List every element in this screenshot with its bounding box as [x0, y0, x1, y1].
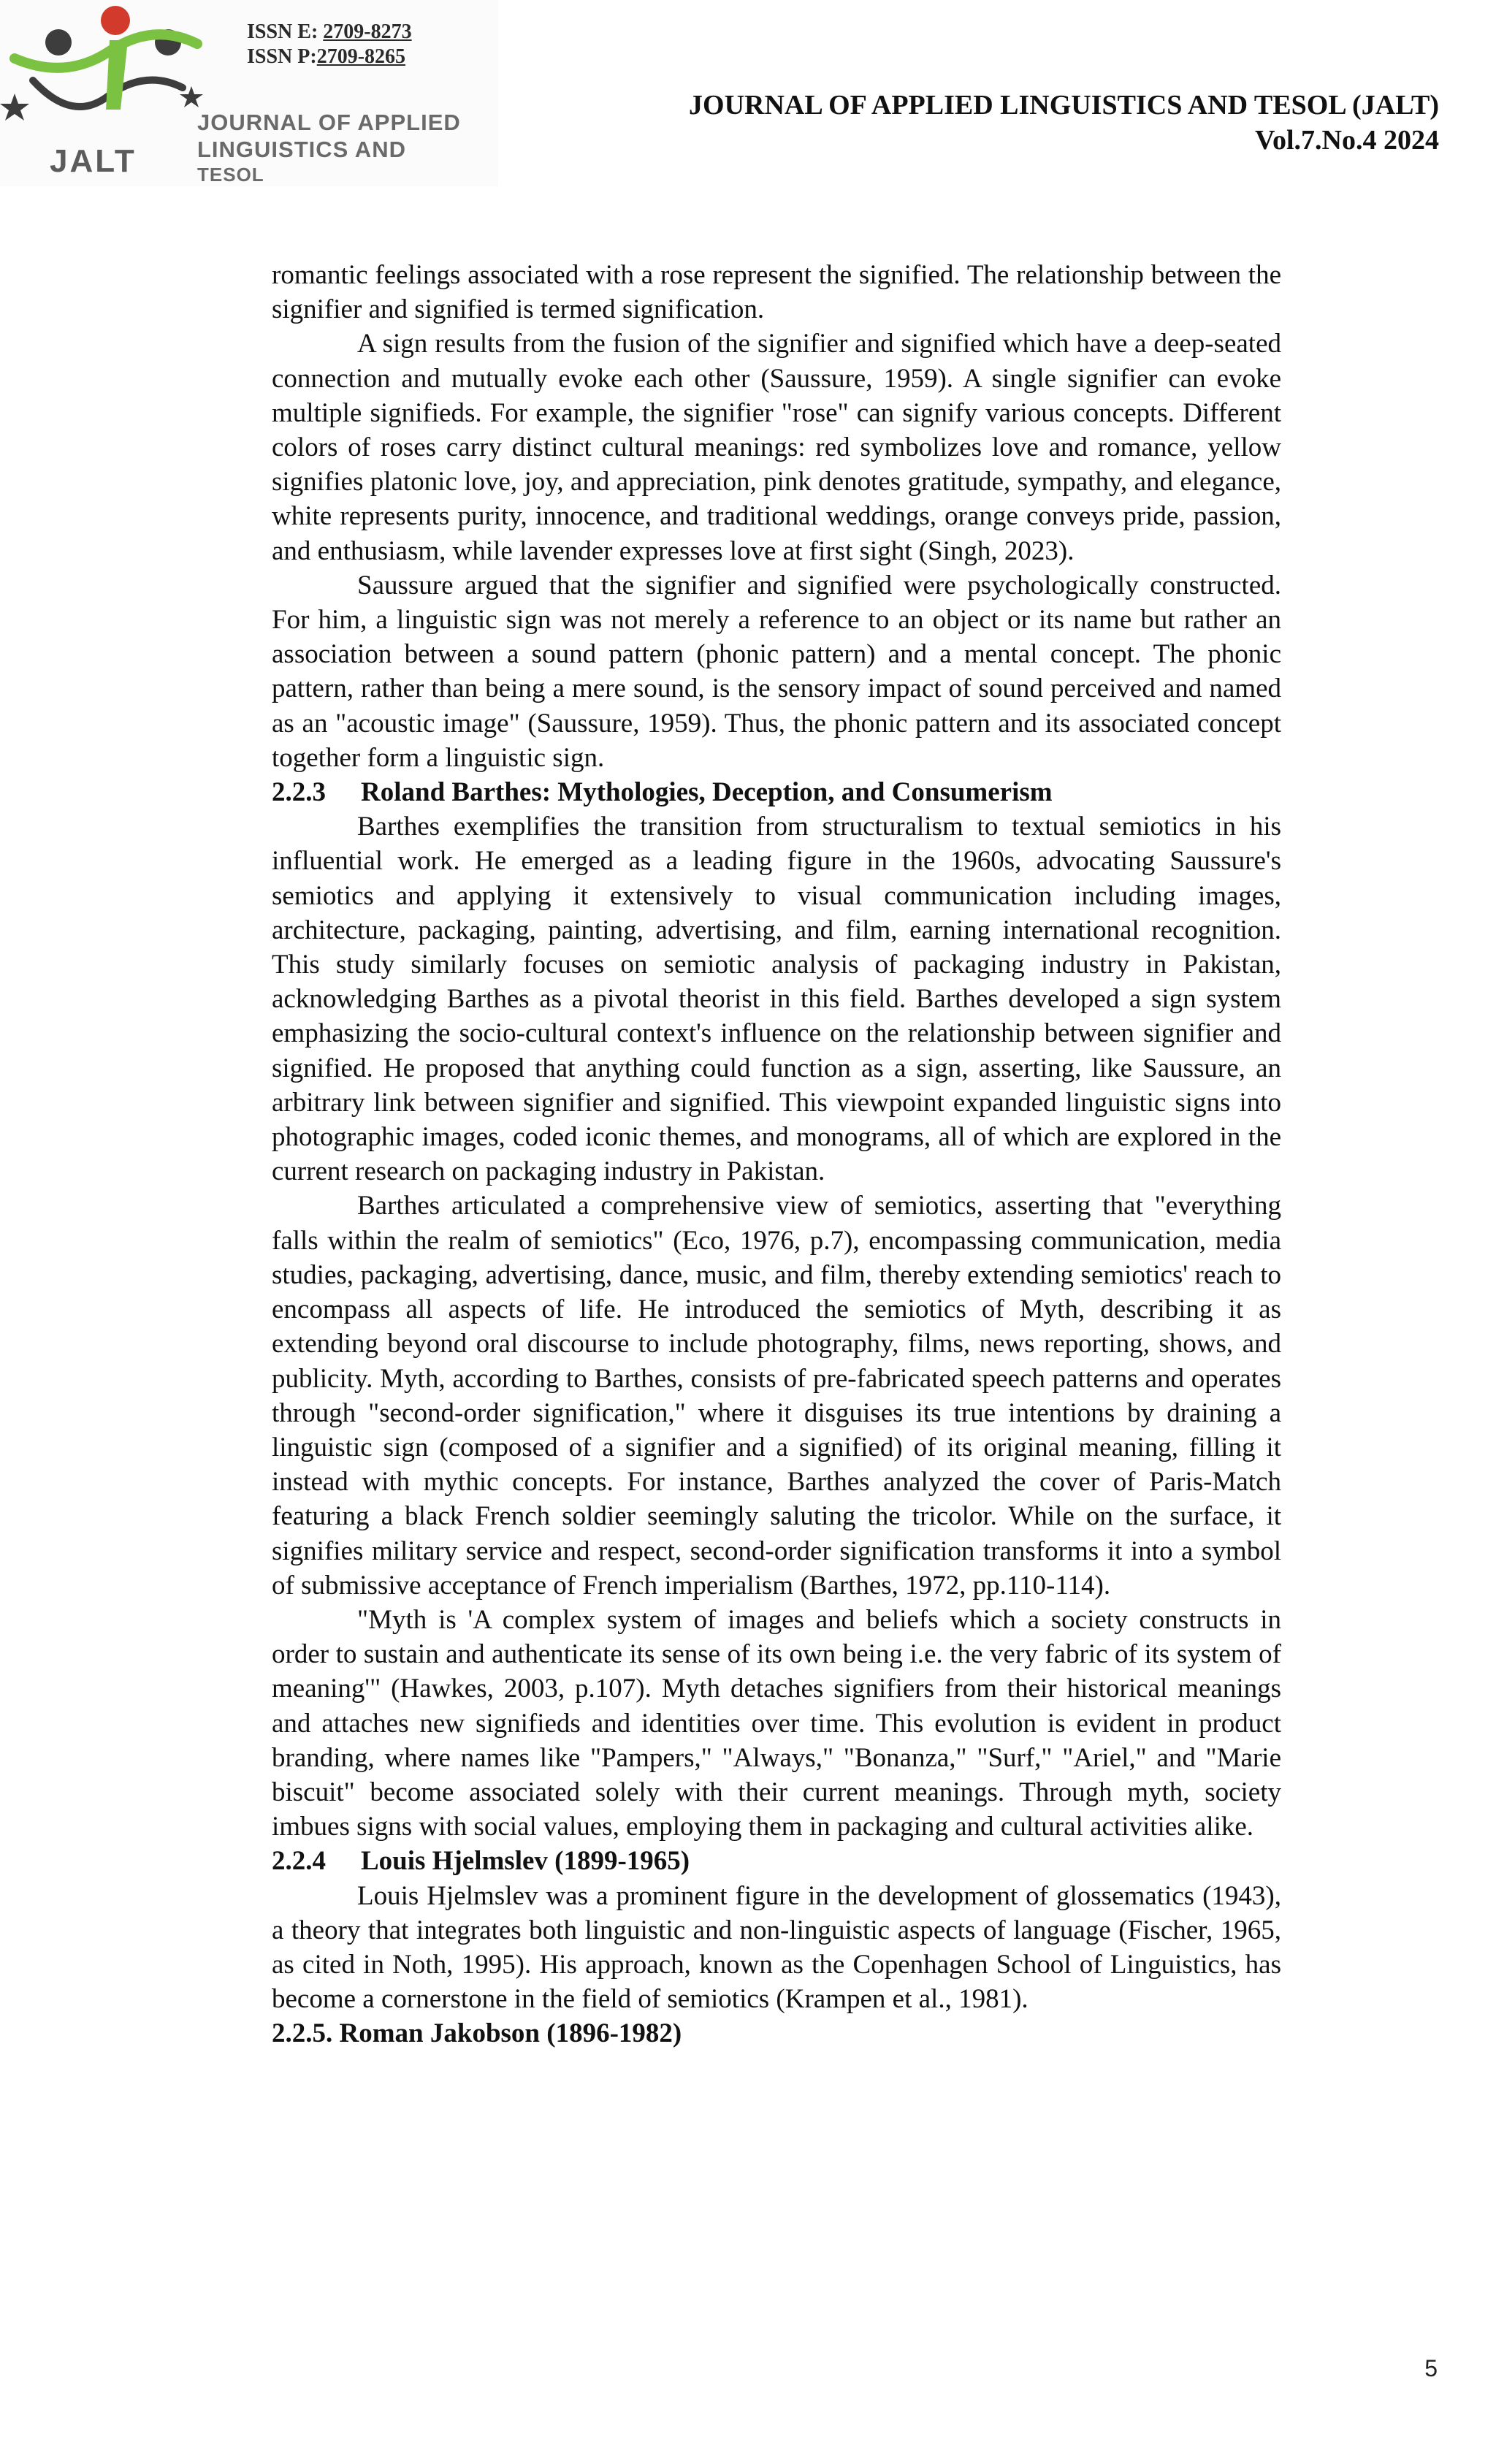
- paragraph-1: romantic feelings associated with a rose represent the signified. The relationship between the signifier and signified is termed signification.: [272, 260, 1281, 325]
- logo-title-line-1: JOURNAL OF APPLIED: [197, 110, 461, 135]
- paragraph-2: A sign results from the fusion of the signifier and signified which have a deep-seated connection and mutually evoke each other (Saussure, 1959). A single signifier can evoke multiple signifieds. For example, the signifier "rose" can signify various concepts. Different colors of roses carry distinct cultural meanings: red symbolizes love and romance, yellow signifies platonic love, joy, and appreciation, pink denotes gratitude, sympathy, and elegance, white represents purity, innocence, and traditional weddings, orange conveys pride, passion, and enthusiasm, while lavender expresses love at first sight (Singh, 2023).: [272, 329, 1281, 566]
- journal-name: JOURNAL OF APPLIED LINGUISTICS AND TESOL (JALT): [689, 90, 1439, 121]
- section-number: 2.2.3: [272, 777, 326, 808]
- journal-volume: Vol.7.No.4 2024: [1255, 125, 1439, 156]
- issn-p-number: 2709-8265: [316, 45, 406, 68]
- paragraph-3: Saussure argued that the signifier and signified were psychologically constructed. For him, a linguistic sign was not merely a reference to an object or its name but rather an association between a sound pattern (phonic pattern) and a mental concept. The phonic pattern, rather than being a mere sound, is the sensory impact of sound perceived and named as an "acoustic image" (Saussure, 1959). Thus, the phonic pattern and its associated concept together form a linguistic sign.: [272, 570, 1281, 773]
- logo-title-line-2: LINGUISTICS AND: [197, 137, 406, 162]
- paragraph-4: Barthes exemplifies the transition from structuralism to textual semiotics in his influential work. He emerged as a leading figure in the 1960s, advocating Saussure's semiotics and applying it extensively to visual communication including images, architecture, packaging, painting, advertising, and film, earning international recognition. This study similarly focuses on semiotic analysis of packaging industry in Pakistan, acknowledging Barthes as a pivotal theorist in this field. Barthes developed a sign system emphasizing the socio-cultural context's influence on the relationship between signifier and signified. He proposed that anything could function as a sign, asserting, like Saussure, an arbitrary link between signifier and signified. This viewpoint expanded linguistic signs into photographic images, coded iconic themes, and monograms, all of which are explored in the current research on packaging industry in Pakistan.: [272, 812, 1281, 1187]
- issn-p-label: ISSN P:: [247, 45, 317, 68]
- section-heading-2-2-5: 2.2.5. Roman Jakobson (1896-1982): [272, 2018, 682, 2049]
- section-title: Roland Barthes: Mythologies, Deception, and Consumerism: [361, 777, 1053, 808]
- section-heading-2-2-3: [272, 775, 1281, 809]
- article-body: [272, 258, 1281, 2051]
- section-heading-2-2-4: [272, 1844, 1281, 1878]
- issn-e-number: 2709-8273: [323, 20, 412, 43]
- paragraph-5: Barthes articulated a comprehensive view of semiotics, asserting that "everything falls within the realm of semiotics" (Eco, 1976, p.7), encompassing communication, media studies, packaging, advertising, dance, music, and film, thereby extending semiotics' reach to encompass all aspects of life. He introduced the semiotics of Myth, describing it as extending beyond oral discourse to include photography, films, news reporting, shows, and publicity. Myth, according to Barthes, consists of pre-fabricated speech patterns and operates through "second-order signification," where it disguises its true intentions by draining a linguistic sign (composed of a signifier and a signified) of its original meaning, filling it instead with mythic concepts. For instance, Barthes analyzed the cover of Paris-Match featuring a black French soldier seemingly saluting the tricolor. While on the surface, it signifies military service and respect, second-order signification transforms it into a symbol of submissive acceptance of French imperialism (Barthes, 1972, pp.110-114).: [272, 1191, 1281, 1601]
- issn-e-line: [247, 20, 412, 44]
- section-number: 2.2.4: [272, 1846, 326, 1877]
- issn-p-line: [247, 45, 405, 69]
- logo-title-line-3: TESOL: [197, 164, 264, 186]
- paragraph-6: "Myth is 'A complex system of images and beliefs which a society constructs in order to sustain and authenticate its sense of its own being i.e. the very fabric of its system of meaning'" (Hawkes, 2003, p.107). Myth detaches signifiers from their historical meanings and attaches new signifieds and identities over time. This evolution is evident in product branding, where names like "Pampers," "Always," "Bonanza," "Surf," "Ariel," and "Marie biscuit" become associated solely with their current meanings. Through myth, society imbues signs with social values, employing them in packaging and cultural activities alike.: [272, 1604, 1281, 1842]
- paragraph-7: Louis Hjelmslev was a prominent figure in the development of glossematics (1943), a theory that integrates both linguistic and non-linguistic aspects of language (Fischer, 1965, as cited in Noth, 1995). His approach, known as the Copenhagen School of Linguistics, has become a cornerstone in the field of semiotics (Krampen et al., 1981).: [272, 1880, 1281, 2015]
- page-number: 5: [1424, 2355, 1438, 2381]
- section-title: Louis Hjelmslev (1899-1965): [361, 1846, 690, 1877]
- logo-acronym: JALT: [50, 143, 137, 179]
- journal-logo: [0, 0, 498, 186]
- issn-e-label: ISSN E:: [247, 20, 324, 43]
